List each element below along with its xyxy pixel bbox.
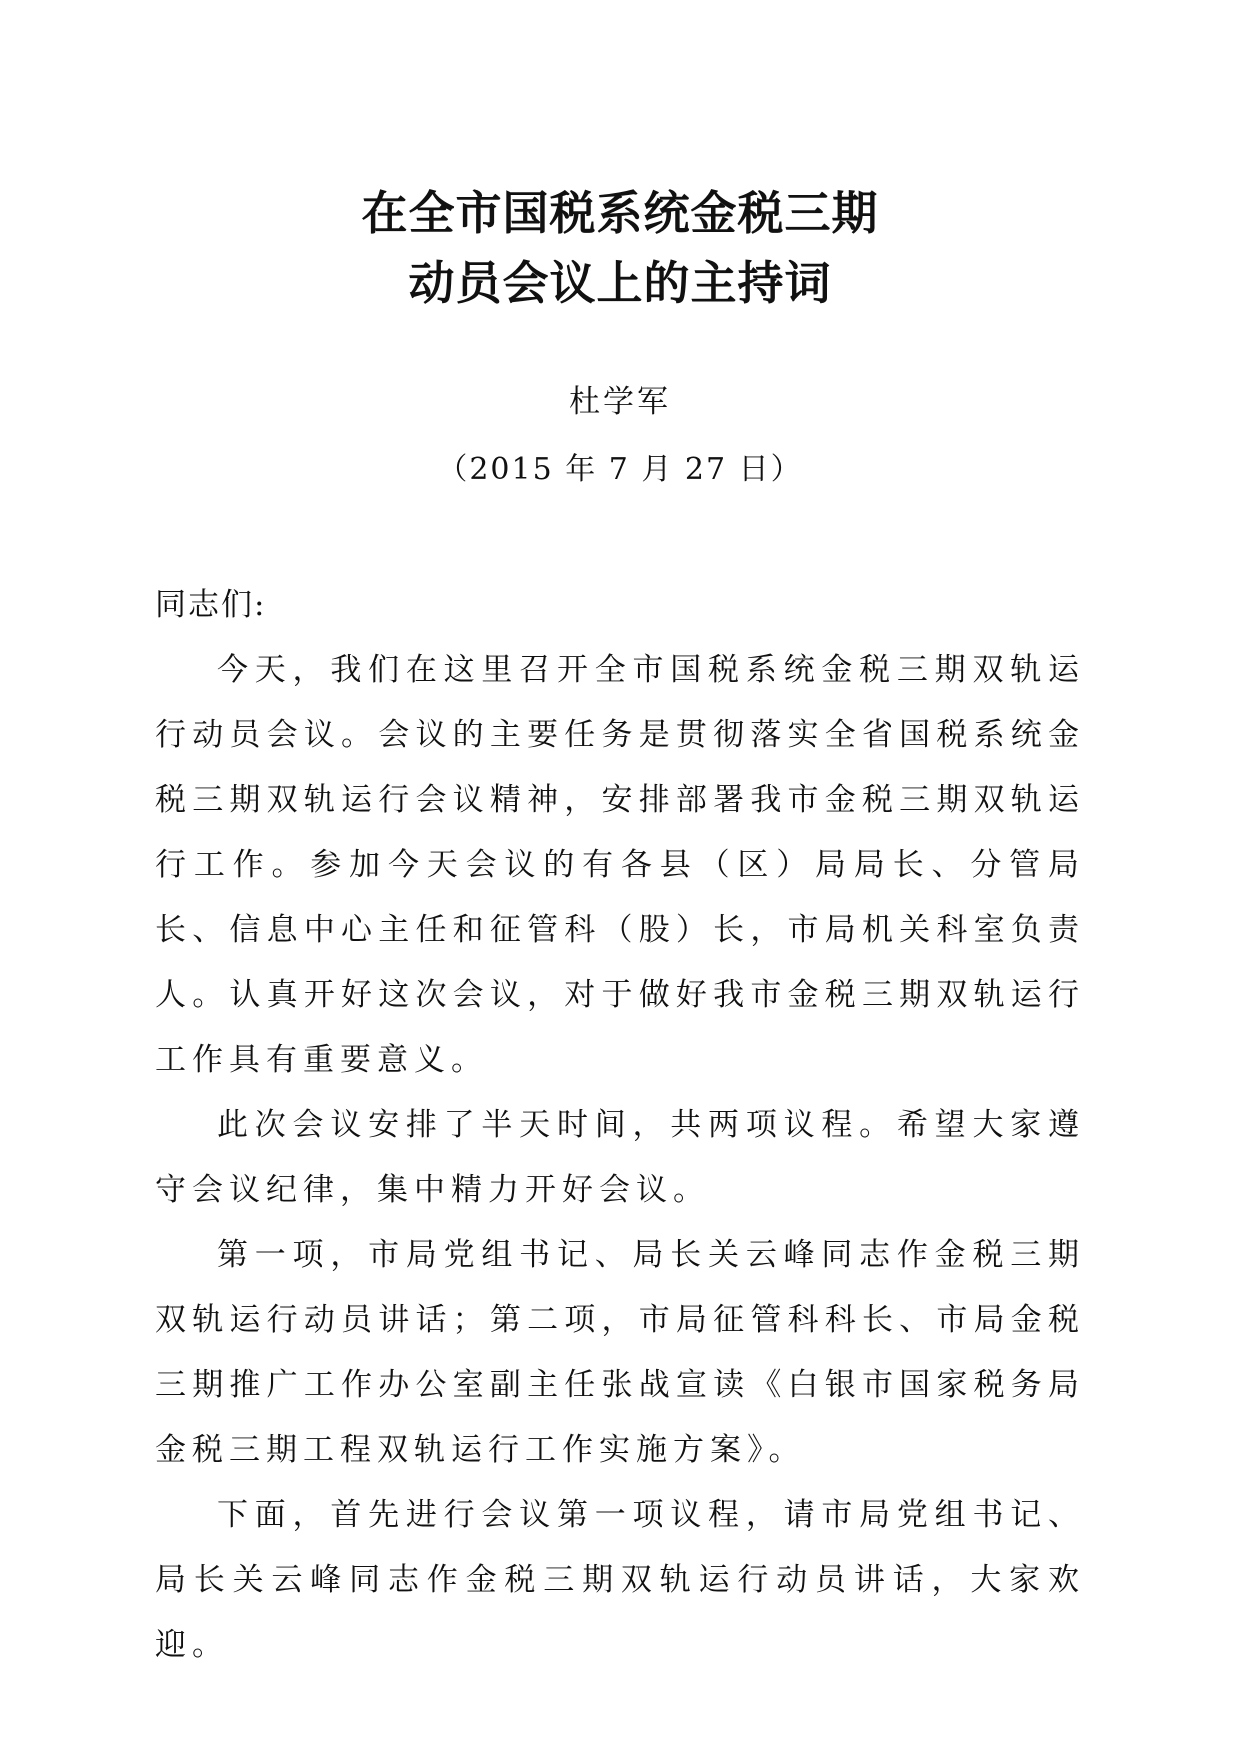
paragraph-4: 下面，首先进行会议第一项议程，请市局党组书记、局长关云峰同志作金税三期双轨运行动员讲话，大家欢迎。 xyxy=(155,1497,1085,1663)
document-body xyxy=(155,573,1085,1678)
paragraph-2: 此次会议安排了半天时间，共两项议程。希望大家遵守会议纪律，集中精力开好会议。 xyxy=(155,1107,1085,1208)
document-title xyxy=(0,178,1240,318)
paragraph-1: 今天，我们在这里召开全市国税系统金税三期双轨运行动员会议。会议的主要任务是贯彻落实全省国税系统金税三期双轨运行会议精神，安排部署我市金税三期双轨运行工作。参加今天会议的有各县（区）局局长、分管局长、信息中心主任和征管科（股）长，市局机关科室负责人。认真开好这次会议，对于做好我市金税三期双轨运行工作具有重要意义。 xyxy=(155,652,1085,1078)
document-date: （2015 年 7 月 27 日） xyxy=(437,452,803,487)
title-line-1: 在全市国税系统金税三期 xyxy=(361,186,879,240)
title-line-2: 动员会议上的主持词 xyxy=(408,256,832,310)
salutation: 同志们: xyxy=(155,587,267,623)
author-name: 杜学军 xyxy=(569,384,671,420)
paragraph-3: 第一项，市局党组书记、局长关云峰同志作金税三期双轨运行动员讲话；第二项，市局征管科科长、市局金税三期推广工作办公室副主任张战宣读《白银市国家税务局金税三期工程双轨运行工作实施方案》。 xyxy=(155,1237,1085,1468)
